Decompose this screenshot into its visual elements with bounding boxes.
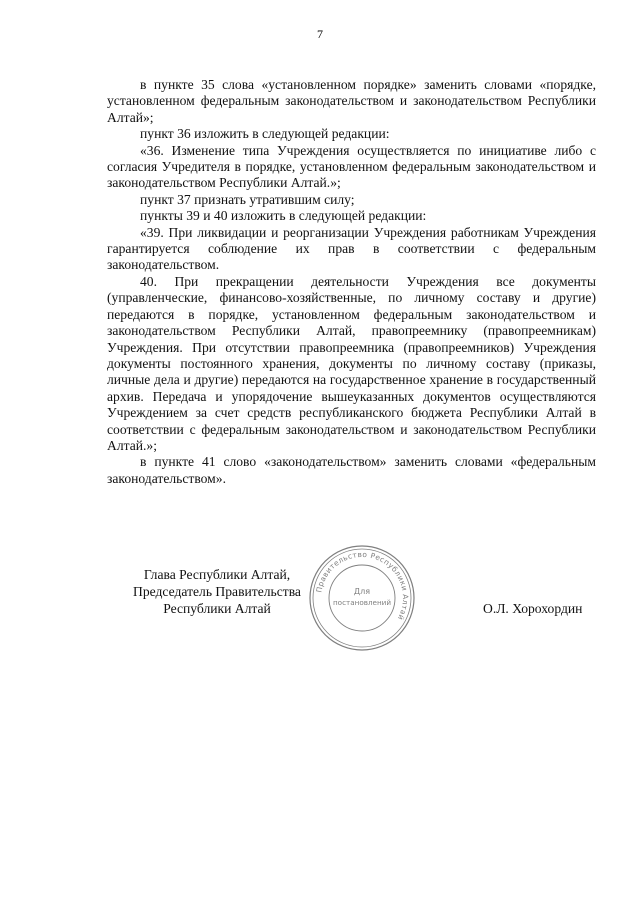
paragraph: «39. При ликвидации и реорганизации Учреждения работникам Учреждения гарантируется соблюдение их прав в соответствии с федеральным законодательством. — [107, 224, 596, 273]
paragraph: в пункте 35 слова «установленном порядке» заменить словами «порядке, установленном федеральным законодательством и законодательством Республики Алтай»; — [107, 77, 596, 125]
seal-center-line: постановлений — [332, 598, 392, 607]
signatory-name: О.Л. Хорохордин — [483, 601, 583, 616]
signatory-title-line: Глава Республики Алтай, — [143, 567, 291, 582]
paragraph: пункты 39 и 40 изложить в следующей редакции: — [140, 208, 427, 224]
signatory-title-line: Республики Алтай — [163, 601, 271, 616]
signatory-title-line: Председатель Правительства — [133, 584, 301, 599]
official-seal — [308, 544, 416, 652]
document-body — [107, 77, 596, 487]
seal-center-line: Для — [353, 587, 371, 596]
signatory-title — [107, 566, 327, 617]
page-number: 7 — [317, 27, 323, 41]
paragraph: пункт 37 признать утратившим силу; — [140, 191, 355, 207]
paragraph: 40. При прекращении деятельности Учреждения все документы (управленческие, финансово-хозяйственные, по личному составу и другие) передаются в порядке, установленном федеральным законодательством и законодательством Республики Алтай, правопреемнику (правопреемникам) Учреждения. При отсутствии правопреемника (правопреемников) Учреждения документы постоянного хранения, документы по личному составу (приказы, личные дела и другие) передаются на государственное хранение в государственный архив. Передача и упорядочение вышеуказанных документов осуществляются Учреждением за счет средств республиканского бюджета Республики Алтай в соответствии с федеральным законодательством и законодательством Республики Алтай.»; — [107, 273, 596, 453]
seal-ring-text: Правительство Республики Алтай — [314, 549, 411, 622]
paragraph: «36. Изменение типа Учреждения осуществляется по инициативе либо с согласия Учредителя в порядке, установленном федеральным законодательством и законодательством Республики Алтай.»; — [107, 142, 596, 191]
paragraph: пункт 36 изложить в следующей редакции: — [140, 126, 390, 142]
svg-text:Правительство Республики Алтай — [314, 550, 410, 622]
paragraph: в пункте 41 слово «законодательством» заменить словами «федеральным законодательством». — [107, 454, 596, 486]
